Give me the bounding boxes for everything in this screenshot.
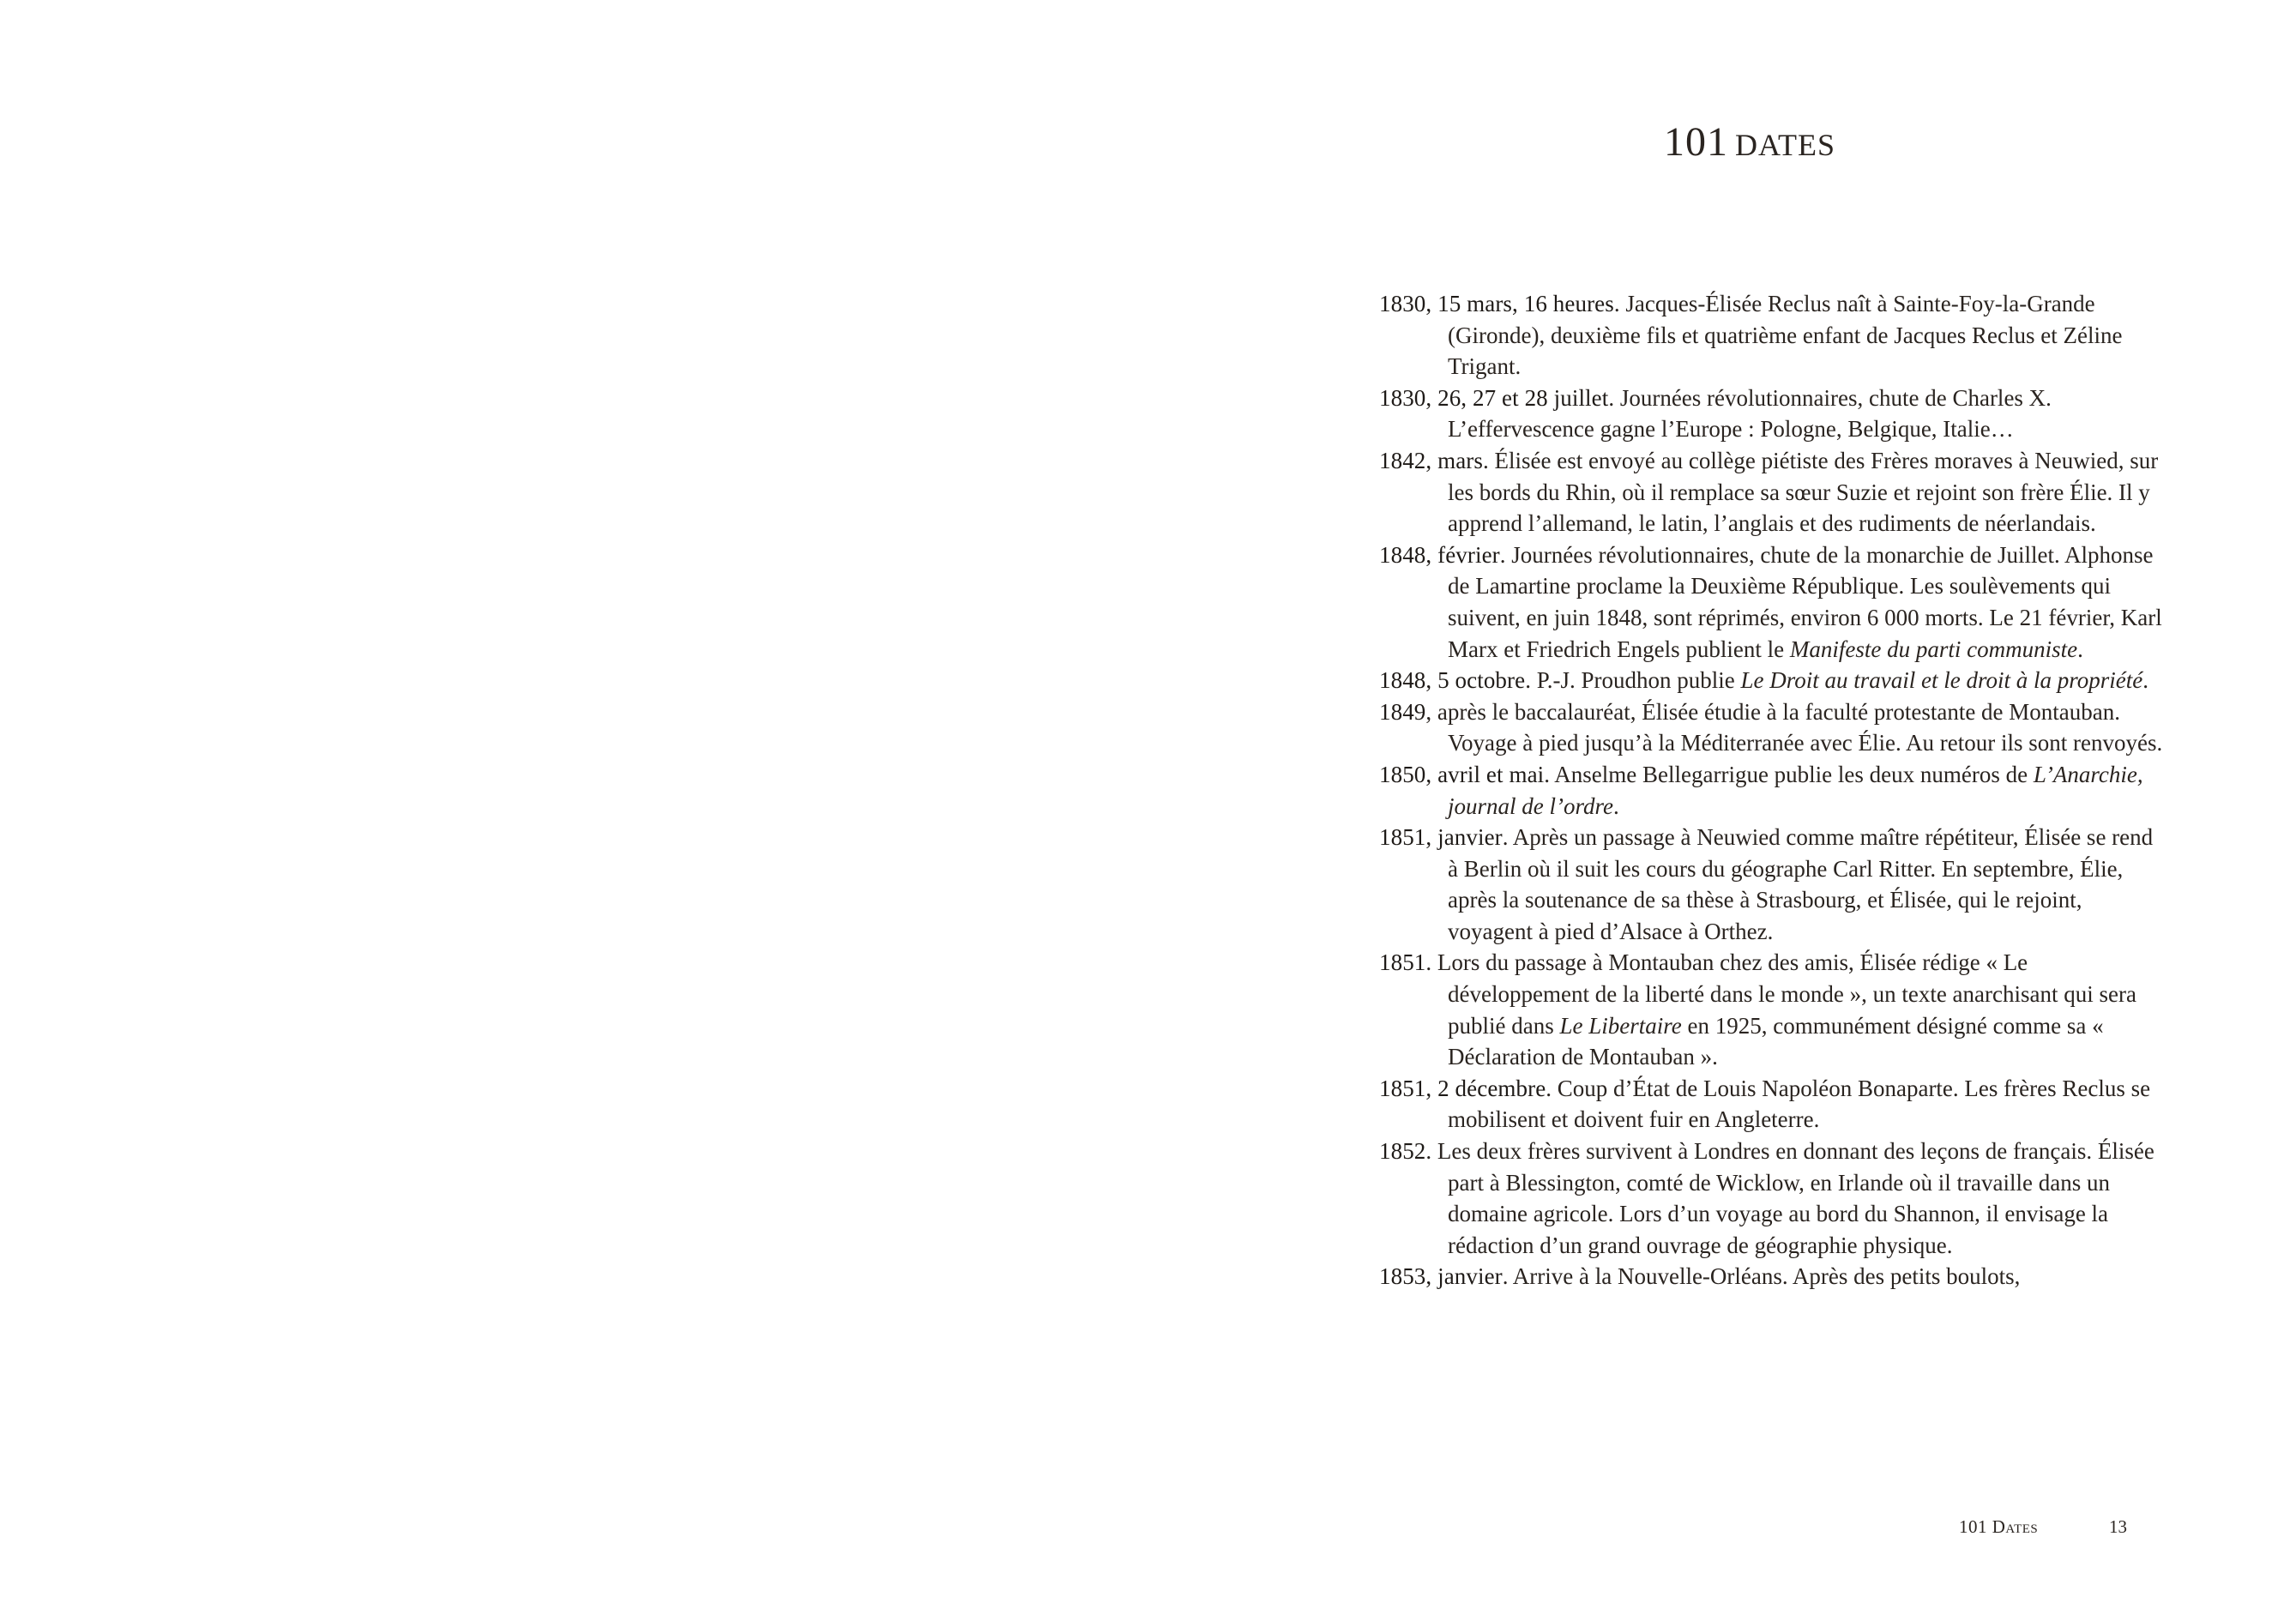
chronology-entry [1379,665,2168,696]
entry-text: . Élisée est envoyé au collège piétiste des Frères moraves à Neuwied, sur les bords du Rhin, où il remplace sa sœur Suzie et rejoint son frère Élie. Il y apprend l’allemand, le latin, l’anglais et des rudiments de néerlandais. [1448,447,2159,537]
chronology-entry [1379,947,2168,1072]
entry-text: . Jacques-Élisée Reclus naît à Sainte-Foy-la-Grande (Gironde), deuxième fils et quatrième enfant de Jacques Reclus et Zéline Trigant. [1448,291,2123,380]
chronology-entry [1379,1136,2168,1261]
entry-date: 1830, 15 mars, 16 heures [1379,291,1614,316]
entry-date: 1853, janvier [1379,1263,1503,1290]
entry-text: , après le baccalauréat, Élisée étudie à la faculté protestante de Montauban. Voyage à pied jusqu’à la Méditerranée avec Élie. Au retour ils sont renvoyés. [1425,698,2163,756]
entry-title-italic: Le Libertaire [1559,1012,1682,1039]
entry-text: . P.-J. Proudhon publie [1525,667,1741,694]
entry-date: 1849 [1379,698,1426,725]
entry-text: . Arrive à la Nouvelle-Orléans. Après des petits boulots, [1502,1263,2021,1290]
entry-date: 1842, mars [1379,447,1483,473]
chronology-entry [1379,539,2168,665]
entry-text: . Journées révolutionnaires, chute de Charles X. L’effervescence gagne l’Europe : Pologne, Belgique, Italie… [1448,384,2052,443]
entry-date: 1851, janvier [1379,824,1503,851]
entry-text: . Anselme Bellegarrigue publie les deux numéros de [1544,761,2034,787]
page-number: 13 [2109,1516,2127,1537]
entry-text: . Les deux frères survivent à Londres en donnant des leçons de français. Élisée part à Blessington, comté de Wicklow, en Irlande où il travaille dans un domaine agricole. Lors d’un voyage au bord du Shannon, il envisage la rédaction d’un grand ouvrage de géographie physique. [1425,1138,2154,1258]
chronology-entry [1379,822,2168,947]
entry-date: 1852 [1379,1138,1426,1165]
entry-date: 1848, 5 octobre [1379,667,1526,694]
chronology-entry [1379,759,2168,822]
entry-text: . Après un passage à Neuwied comme maître répétiteur, Élisée se rend à Berlin où il suit les cours du géographe Carl Ritter. En septembre, Élie, après la soutenance de sa thèse à Strasbourg, et Élisée, qui le rejoint, voyagent à pied d’Alsace à Orthez. [1448,824,2154,944]
entry-text-end: en 1925, communément désigné comme sa « Déclaration de Montauban ». [1448,1012,2104,1070]
chapter-title-number: 101 [1664,119,1728,165]
entry-date: 1848, février [1379,541,1500,568]
entry-text-end: . [2142,667,2148,694]
entry-title-italic: L’Anarchie, journal de l’ordre [1448,761,2143,819]
entry-title-italic: Le Droit au travail et le droit à la propriété [1740,667,2143,694]
chapter-title [1664,118,2264,166]
entry-title-italic: Manifeste du parti communiste [1789,636,2078,662]
chronology-entry [1379,1261,2168,1293]
entry-text: . Journées révolutionnaires, chute de la monarchie de Juillet. Alphonse de Lamartine proclame la Deuxième République. Les soulèvements qui suivent, en juin 1848, sont réprimés, environ 6 000 morts. Le 21 février, Karl Marx et Friedrich Engels publient le [1448,541,2162,662]
entry-date: 1851 [1379,949,1426,976]
chronology-entry [1379,288,2168,383]
chronology-list [1379,288,2168,1293]
right-page [1148,0,2296,1621]
chronology-entry [1379,696,2168,759]
entry-text: . Lors du passage à Montauban chez des amis, Élisée rédige « Le développement de la liberté dans le monde », un texte anarchisant qui sera publié dans [1425,949,2136,1039]
running-footer [1959,1516,2233,1538]
entry-date: 1830, 26, 27 et 28 juillet [1379,384,1609,411]
chapter-title-word: DATES [1735,128,1836,162]
entry-text-end: . [1612,792,1619,819]
footer-title: 101 Dates [1959,1516,2039,1537]
chronology-entry [1379,1073,2168,1136]
entry-date: 1850, avril et mai [1379,761,1545,787]
chronology-entry [1379,383,2168,445]
entry-text-end: . [2077,636,2083,662]
entry-text: . Coup d’État de Louis Napoléon Bonaparte. Les frères Reclus se mobilisent et doivent fuir en Angleterre. [1448,1075,2151,1133]
chronology-entry [1379,445,2168,539]
entry-date: 1851, 2 décembre [1379,1075,1546,1101]
